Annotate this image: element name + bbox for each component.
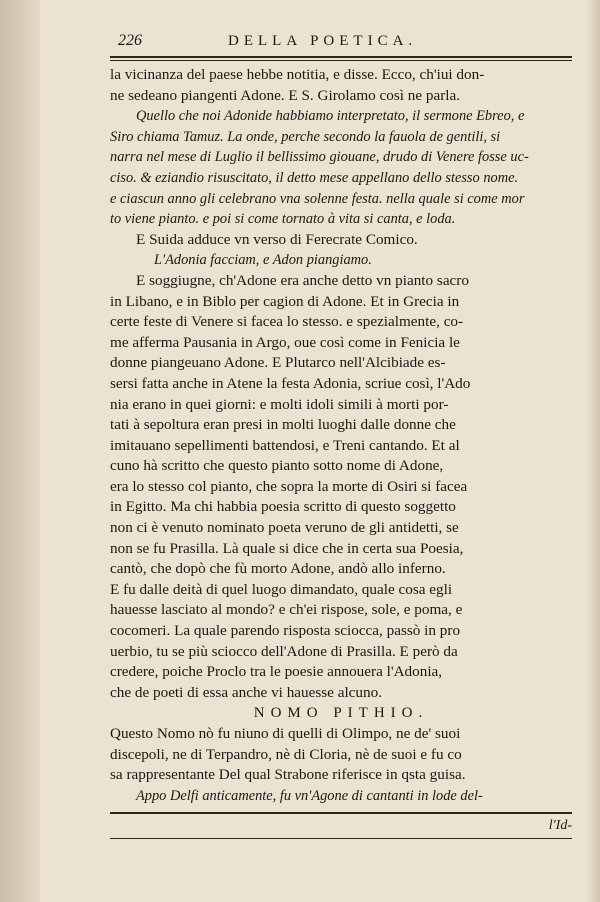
text-line: discepoli, ne di Terpandro, nè di Cloria, nè de suoi e fu co [110,745,462,763]
text-line: in Egitto. Ma chi habbia poesia scritto di questo soggetto [110,498,456,516]
page-number: 226 [118,32,142,49]
text-line: Appo Delfi anticamente, fu vn'Agone di cantanti in lode del- [136,787,483,804]
catchword: l'Id- [548,818,572,834]
text-line: cuno hà scritto che questo pianto sotto nome di Adone, [110,457,444,475]
text-line: imitauano sepellimenti battendosi, e Treni cantando. Et al [110,436,460,454]
text-line: non se fu Prasilla. Là quale si dice che in certa sua Poesia, [110,539,464,557]
text-line: to viene pianto. e poi si come tornato à vita si canta, e loda. [110,211,456,228]
page-header [110,30,572,58]
body-text [110,65,572,806]
text-line: era lo stesso col pianto, che sopra la morte di Osiri si facea [110,477,468,495]
text-line: cocomeri. La quale parendo risposta sciocca, passò in pro [110,622,461,640]
text-line: certe feste di Venere si facea lo stesso. e spezialmente, co- [110,313,464,331]
text-line: E Suida adduce vn verso di Ferecrate Comico. [136,230,418,248]
text-line: sersi fatta anche in Atene la festa Adonia, scriue così, l'Ado [110,374,471,392]
footer-rule [110,812,572,814]
text-line: e ciascun anno gli celebrano vna solenne festa. nella quale si come mor [110,190,525,207]
text-line: E fu dalle deità di quel luogo dimandato, quale cosa egli [110,580,453,598]
text-line: sa rappresentante Del qual Strabone riferisce in qsta guisa. [110,766,466,784]
text-line: ciso. & eziandio risuscitato, il detto mese appellano dello stesso nome. [110,169,519,186]
section-heading: NOMO PITHIO. [253,705,429,722]
footer-rule-lower [110,838,572,839]
running-head: DELLA POETICA. [228,33,418,49]
text-line: che de poeti di essa anche vi hauesse alcuno. [110,683,383,701]
text-line: credere, poiche Proclo tra le poesie annouera l'Adonia, [110,663,443,681]
text-line: donne piangeuano Adone. E Plutarco nell'Alcibiade es- [110,354,446,372]
text-line: cantò, che dopò che fù morto Adone, andò allo inferno. [110,560,446,578]
text-line: ne sedeano piangenti Adone. E S. Girolamo così ne parla. [110,86,461,104]
text-line: in Libano, e in Biblo per cagion di Adone. Et in Grecia in [110,292,460,310]
text-line: L'Adonia facciam, e Adon piangiamo. [154,252,372,269]
text-line: narra nel mese di Luglio il bellissimo giouane, drudo di Venere fosse uc- [110,149,529,166]
text-line: nia erano in quei giorni: e molti idoli simili à morti por- [110,395,449,413]
text-line: Questo Nomo nò fu niuno di quelli di Olimpo, ne de' suoi [110,725,461,742]
text-line: Quello che noi Adonide habbiamo interpretato, il sermone Ebreo, e [136,108,525,125]
text-line: non ci è venuto nominato poeta veruno de gli antidetti, se [110,519,459,537]
text-line: uerbio, tu se più sciocco dell'Adone di Prasilla. E però da [110,642,458,660]
header-rule [110,60,572,61]
text-line: Siro chiama Tamuz. La onde, perche secondo la fauola de gentili, si [110,128,501,145]
text-line: tati à sepoltura eran presi in molti luoghi dalle donne che [110,416,456,434]
text-line: E soggiugne, ch'Adone era anche detto vn pianto sacro [136,271,469,289]
text-line: hauesse lasciato al mondo? e ch'ei rispose, sole, e poma, e [110,601,463,619]
text-block [110,30,572,839]
text-line: me afferma Pausania in Argo, oue così come in Fenicia le [110,333,460,351]
text-line: la vicinanza del paese hebbe notitia, e disse. Ecco, ch'iui don- [110,66,485,83]
